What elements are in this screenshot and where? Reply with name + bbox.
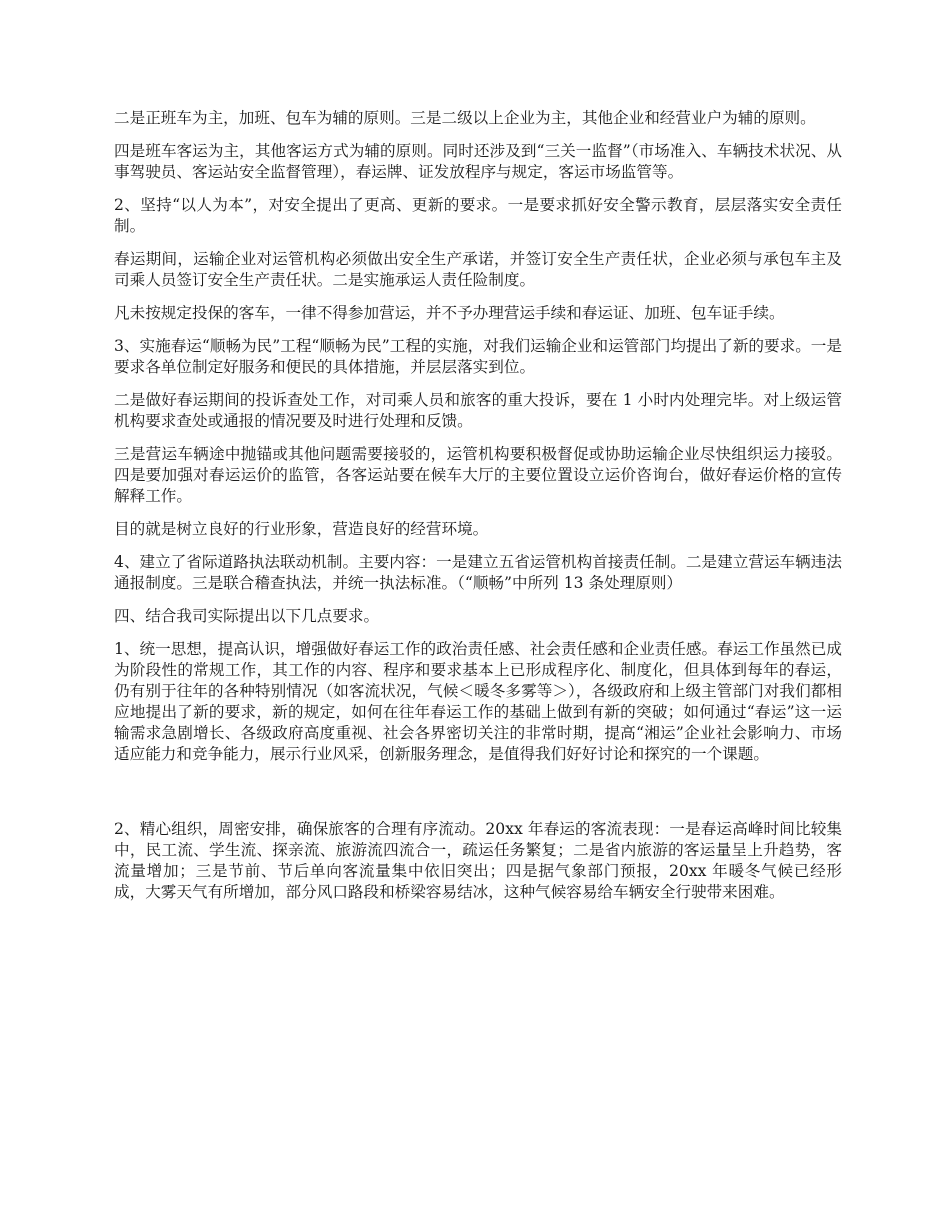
- paragraph: 3、实施春运“顺畅为民”工程“顺畅为民”工程的实施，对我们运输企业和运管部门均提出了新的要求。一是要求各单位制定好服务和便民的具体措施，并层层落实到位。: [114, 337, 842, 376]
- paragraph: 2、坚持“以人为本”，对安全提出了更高、更新的要求。一是要求抓好安全警示教育，层层落实安全责任制。: [114, 196, 842, 235]
- paragraph: 凡未按规定投保的客车，一律不得参加营运，并不予办理营运手续和春运证、加班、包车证手续。: [114, 304, 785, 322]
- paragraph: 4、建立了省际道路执法联动机制。主要内容：一是建立五省运管机构首接责任制。二是建立营运车辆违法通报制度。三是联合稽查执法，并统一执法标准。（“顺畅”中所列 13 条处理原则）: [114, 553, 842, 592]
- paragraph: 春运期间，运输企业对运管机构必须做出安全生产承诺，并签订安全生产责任状，企业必须与承包车主及司乘人员签订安全生产责任状。二是实施承运人责任险制度。: [114, 250, 842, 289]
- document-body: [114, 108, 842, 915]
- paragraph: 二是正班车为主，加班、包车为辅的原则。三是二级以上企业为主，其他企业和经营业户为辅的原则。: [114, 109, 816, 127]
- paragraph: 二是做好春运期间的投诉查处工作，对司乘人员和旅客的重大投诉，要在 1 小时内处理完毕。对上级运管机构要求查处或通报的情况要及时进行处理和反馈。: [114, 391, 842, 430]
- paragraph: 四是班车客运为主，其他客运方式为辅的原则。同时还涉及到“三关一监督”（市场准入、车辆技术状况、从事驾驶员、客运站安全监督管理），春运牌、证发放程序与规定，客运市场监管等。: [114, 142, 842, 181]
- paragraph: 2、精心组织，周密安排，确保旅客的合理有序流动。20xx 年春运的客流表现：一是春运高峰时间比较集中，民工流、学生流、探亲流、旅游流四流合一，疏运任务繁复；二是省内旅游的客运量呈上升趋势，客流量增加；三是节前、节后单向客流量集中依旧突出；四是据气象部门预报，20xx 年暖冬气候已经形成，大雾天气有所增加，部分风口路段和桥梁容易结冰，这种气候容易给车辆安全行驶带来困难。: [114, 820, 842, 901]
- paragraph: 目的就是树立良好的行业形象，营造良好的经营环境。: [114, 520, 489, 538]
- section-heading: 四、结合我司实际提出以下几点要求。: [114, 607, 380, 625]
- paragraph: 1、统一思想，提高认识，增强做好春运工作的政治责任感、社会责任感和企业责任感。春运工作虽然已成为阶段性的常规工作，其工作的内容、程序和要求基本上已形成程序化、制度化，但具体到每年的春运，仍有别于往年的各种特别情况（如客流状况，气候＜暖冬多雾等＞），各级政府和上级主管部门对我们都相应地提出了新的要求，新的规定，如何在往年春运工作的基础上做到有新的突破；如何通过“春运”这一运输需求急剧增长、各级政府高度重视、社会各界密切关注的非常时期，提高“湘运”企业社会影响力、市场适应能力和竞争能力，展示行业风采，创新服务理念，是值得我们好好讨论和探究的一个课题。: [114, 640, 842, 763]
- paragraph-spacer: [114, 777, 842, 819]
- paragraph: 三是营运车辆途中抛锚或其他问题需要接驳的，运管机构要积极督促或协助运输企业尽快组织运力接驳。四是要加强对春运运价的监管，各客运站要在候车大厅的主要位置设立运价咨询台，做好春运价格的宣传解释工作。: [114, 445, 842, 505]
